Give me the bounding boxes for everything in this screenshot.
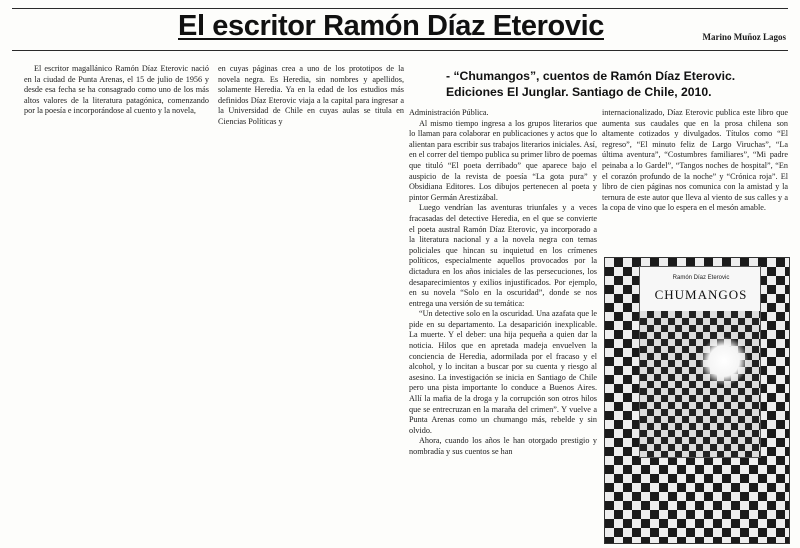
column-3-paragraph: Administración Pública. [409, 108, 489, 117]
article-column-1 [24, 64, 209, 117]
author-byline: Marino Muñoz Lagos [702, 32, 786, 42]
header-rule [12, 50, 788, 51]
column-2-text: en cuyas páginas crea a uno de los prototipos de la novela negra. Es Heredia, sin nombres y apellidos, solamente Heredia. Ya en la edad de los estudios más definidos Díaz Eterovic viaja a la capital para ingresar a la Universidad de Chile en cuyas aulas se titula en Ciencias Políticas y [218, 64, 404, 126]
book-cover-author: Ramón Díaz Eterovic [672, 275, 730, 281]
column-3-paragraph: Al mismo tiempo ingresa a los grupos literarios que lo llaman para colaborar en publicaciones y actos que lo alientan para escribir sus trabajos literarios iniciales. Así, en el correr del tiempo publica su primer libro de poemas que tituló “El poeta derribado” que aparece bajo el auspicio de la revista de poesía “La gota pura” y Obsidiana Editores. Los dibujos pertenecen al poeta y pintor Germán Arestizábal. [409, 118, 597, 202]
column-3-paragraph: Luego vendrían las aventuras triunfales y a veces fracasadas del detective Heredia, en el que se convierte el poeta austral Ramón Díaz Eterovic, ya incorporado a la literatura nacional y a la novela negra con temas policiales que hincan su inquietud en los crímenes políticos, especialmente aquellos provocados por la dictadura en los años iniciales de las persecuciones, los desaparecimientos y exilios injustificados. Por ejemplo, en su novela “Solo en la oscuridad”, donde se nos entrega una versión de su temática: [409, 203, 597, 308]
book-cover-panel [639, 266, 761, 458]
article-column-4 [602, 108, 788, 214]
book-reference-headline: - “Chumangos”, cuentos de Ramón Díaz Eterovic. Ediciones El Junglar. Santiago de Chile, 2010. [446, 69, 736, 99]
book-cover-title: CHUMANGOS [654, 287, 748, 302]
article-column-2 [218, 64, 404, 128]
article-title: El escritor Ramón Díaz Eterovic [178, 10, 604, 42]
top-rule [12, 8, 788, 9]
article-column-3 [409, 108, 597, 458]
column-4-text: internacionalizado, Díaz Eterovic publica este libro que aumenta sus caudales que en la prosa chilena son altamente cotizados y divulgados. Títulos como “El regreso”, “El minuto feliz de Largo Viruchas”, “La última aventura”, “Costumbres familiares”, “Mi padre peinaba a lo Gardel”, “Tangos noches de hospital”, “En el corazón profundo de la noche” y “Crónica roja”. El libro de cien páginas nos comunica con la amistad y la ternura de este autor que lleva al viento de sus calles y a la copa de vino que lo espera en el mesón amable. [602, 108, 788, 213]
column-1-text: El escritor magallánico Ramón Díaz Eterovic nació en la ciudad de Punta Arenas, el 15 de julio de 1956 y desde esa fecha se ha consagrado como uno de los más altos valores de la literatura patagónica, comenzando por la poesía e incorporándose al cuento y la novela, [24, 64, 209, 116]
column-3-paragraph: Ahora, cuando los años le han otorgado prestigio y nombradía y sus cuentos se han [409, 436, 597, 456]
book-cover-light-burst [700, 337, 748, 385]
column-3-paragraph: “Un detective solo en la oscuridad. Una azafata que le pide en su departamento. La desaparición inexplicable. La muerte. Y el deber: una hija pequeña a quien dar la noticia. Hilos que en apretada madeja envuelven la conciencia de Heredia, adormilada por el fracaso y el alcohol, y lo incitan a buscar por su cuenta y riesgo al asesino. La investigación se inicia en Santiago de Chile pero una pista importante lo conduce a Buenos Aires. Allí la mafia de la droga y la corrupción son otros hilos que se entrecruzan en la maraña del crimen”. Y vuelve a Punta Arenas como un chumango más, rebelde y sin olvido. [409, 309, 597, 435]
book-cover-image [604, 257, 790, 544]
